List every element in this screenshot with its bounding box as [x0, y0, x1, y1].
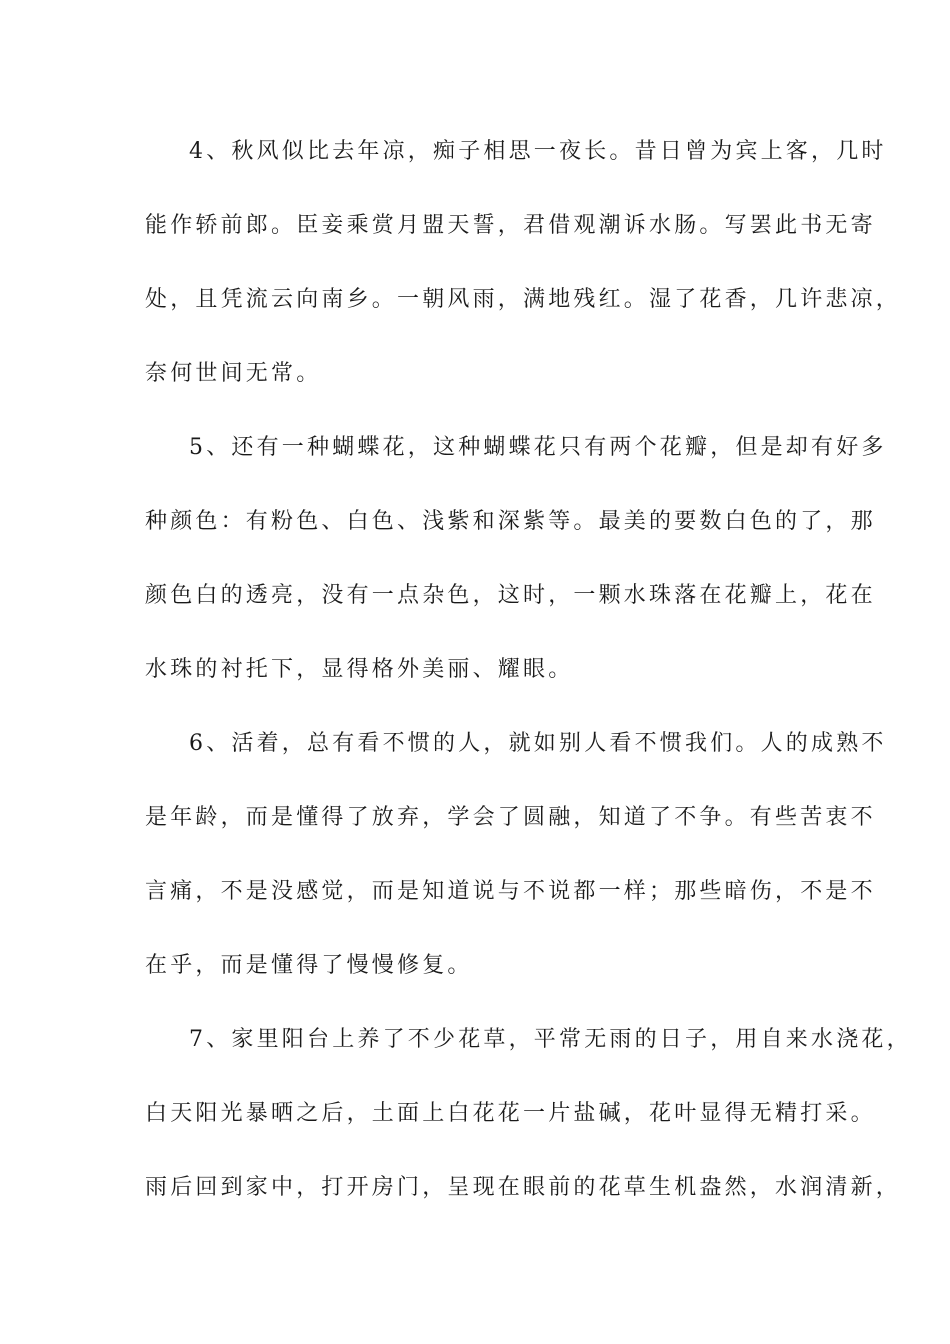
paragraph-4-line-3: 处，且凭流云向南乡。一朝风雨，满地残红。湿了花香，几许悲凉，	[145, 287, 902, 312]
paragraph-6-line-1: 6、活着，总有看不惯的人，就如别人看不惯我们。人的成熟不	[189, 731, 887, 756]
paragraph-5-line-1: 5、还有一种蝴蝶花，这种蝴蝶花只有两个花瓣，但是却有好多	[189, 435, 887, 460]
paragraph-5-line-2: 种颜色：有粉色、白色、浅紫和深紫等。最美的要数白色的了，那	[145, 509, 876, 534]
paragraph-6-line-4: 在乎，而是懂得了慢慢修复。	[145, 953, 473, 978]
paragraph-5-line-4: 水珠的衬托下，显得格外美丽、耀眼。	[145, 657, 574, 682]
paragraph-4-line-2: 能作轿前郎。臣妾乘赏月盟天誓，君借观潮诉水肠。写罢此书无寄	[145, 213, 876, 238]
paragraph-7-line-2: 白天阳光暴晒之后，土面上白花花一片盐碱，花叶显得无精打采。	[145, 1101, 876, 1126]
paragraph-4-line-4: 奈何世间无常。	[145, 361, 322, 386]
paragraph-5-line-3: 颜色白的透亮，没有一点杂色，这时，一颗水珠落在花瓣上，花在	[145, 583, 876, 608]
paragraph-6-line-2: 是年龄，而是懂得了放弃，学会了圆融，知道了不争。有些苦衷不	[145, 805, 876, 830]
paragraph-6-line-3: 言痛，不是没感觉，而是知道说与不说都一样；那些暗伤，不是不	[145, 879, 876, 904]
paragraph-7-line-3: 雨后回到家中，打开房门，呈现在眼前的花草生机盎然，水润清新，	[145, 1175, 902, 1200]
paragraph-4-line-1: 4、秋风似比去年凉，痴子相思一夜长。昔日曾为宾上客，几时	[189, 139, 887, 164]
paragraph-7-line-1: 7、家里阳台上养了不少花草，平常无雨的日子，用自来水浇花，	[189, 1027, 912, 1052]
